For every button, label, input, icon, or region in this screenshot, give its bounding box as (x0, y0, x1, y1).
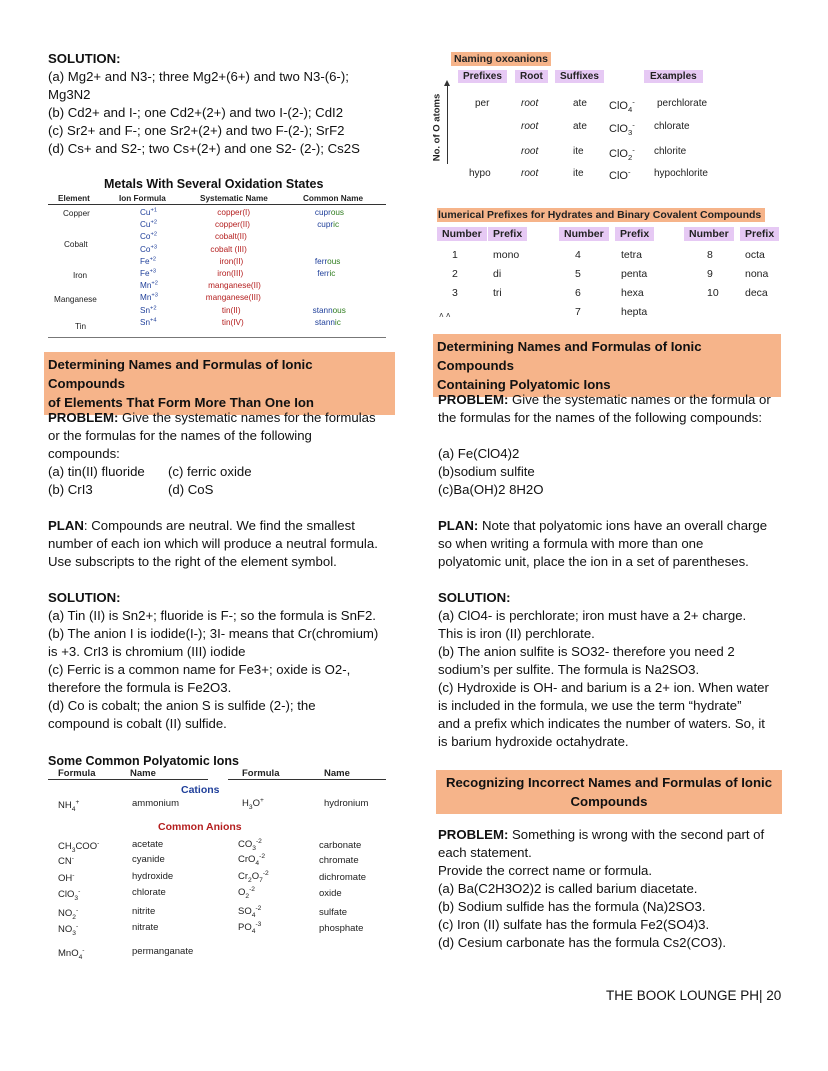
poly-header-formula-2: Formula (242, 768, 280, 779)
anion-name: cyanide (132, 854, 165, 865)
section2-body (438, 391, 783, 751)
solution-text: (a) ClO4- is perchlorate; iron must have a 2+ charge. (438, 608, 747, 623)
metals-header-element: Element (58, 194, 90, 203)
element-copper: Copper (63, 209, 90, 218)
solution-line: (a) Mg2+ and N3-; three Mg2+(6+) and two N3-(6-); (48, 69, 349, 84)
oxo-formula: ClO- (609, 167, 631, 182)
prefix-header-cell: Prefix (740, 227, 779, 241)
metal-systematic-name: manganese(III) (205, 293, 261, 303)
prefix-name: mono (493, 249, 520, 261)
oxo-example: hypochlorite (654, 168, 708, 179)
plan-text: Use subscripts to the right of the element symbol. (48, 554, 337, 569)
oxo-arrow-head-icon (444, 80, 450, 86)
prefixes-cutoff-mark: ˄ ˄ (439, 311, 451, 320)
metal-ion-formula: $Co^{+3}$ (140, 243, 158, 254)
prefix-number: 2 (452, 268, 458, 280)
section3-body (438, 826, 783, 952)
prefix-number: 7 (575, 306, 581, 318)
poly-header-name-2: Name (324, 768, 350, 779)
section1-body (48, 409, 408, 733)
oxo-root: root (521, 121, 539, 132)
problem-text: Something is wrong with the second part of (508, 827, 765, 842)
plan-label: PLAN (48, 518, 84, 533)
anion-name: chlorate (132, 887, 166, 898)
anion-name: oxide (319, 888, 342, 899)
problem-item: (b) CrI3 (48, 482, 93, 497)
section-header-incorrect (436, 770, 782, 814)
anion-formula: OH- (58, 871, 75, 884)
prefix-number: 8 (707, 249, 713, 261)
solution-text: is +3. CrI3 is chromium (III) iodide (48, 644, 246, 659)
problem-item: (b)sodium sulfite (438, 464, 535, 479)
metals-header-rule (48, 204, 386, 205)
oxo-root: root (521, 146, 539, 157)
anion-formula: $CO_3^{-2}$ (238, 837, 262, 852)
problem-text: (b) Sodium sulfide has the formula (Na)2SO3. (438, 899, 706, 914)
section-title-line: Recognizing Incorrect Names and Formulas of Ionic (445, 775, 773, 790)
solution-text: (a) Tin (II) is Sn2+; fluoride is F-; so the formula is SnF2. (48, 608, 376, 623)
anion-name: carbonate (319, 840, 362, 851)
metal-ion-formula: $Mn^{+2}$ (140, 280, 158, 291)
metal-common-name: stannic (314, 317, 341, 327)
oxo-formula: ClO$_4$- (609, 97, 635, 115)
oxoanions-title: Naming oxoanions (451, 52, 551, 66)
metals-table-title: Metals With Several Oxidation States (104, 177, 324, 191)
anions-label: Common Anions (158, 821, 242, 833)
oxo-prefix: per (475, 98, 490, 109)
metal-ion-formula: $Sn^{+4}$ (140, 317, 157, 327)
solution-text: (c) Ferric is a common name for Fe3+; oxide is O2-, (48, 662, 351, 677)
solution-text: (b) The anion sulfite is SO32- therefore you need 2 (438, 644, 735, 659)
oxo-header-examples: Examples (644, 70, 703, 83)
oxo-axis-arrow (447, 84, 448, 164)
poly-header-rule (48, 779, 208, 780)
prefix-number: 10 (707, 287, 719, 299)
oxo-formula: ClO$_2$- (609, 145, 635, 163)
element-manganese: Manganese (54, 295, 97, 304)
plan-text: polyatomic unit, place the ion in a set of parentheses. (438, 554, 749, 569)
solution-text: is barium hydroxide octahydrate. (438, 734, 629, 749)
section-title-line: Determining Names and Formulas of Ionic Compounds (48, 357, 313, 391)
oxo-example: chlorite (654, 146, 687, 157)
anion-name: sulfate (319, 907, 347, 918)
problem-item: (c)Ba(OH)2 8H2O (438, 482, 544, 497)
section-title-line: of Elements That Form More Than One Ion (48, 395, 314, 410)
problem-label: PROBLEM: (48, 410, 119, 425)
oxo-root: root (521, 98, 539, 109)
oxo-header-prefixes: Prefixes (458, 70, 507, 83)
problem-item: (d) CoS (168, 482, 214, 497)
metals-bottom-rule (48, 337, 386, 338)
solution-text: sodium’s per sulfite. The formula is Na2SO3. (438, 662, 700, 677)
prefix-name: tetra (621, 249, 643, 261)
anion-formula: $O_2^{-2}$ (238, 885, 255, 900)
problem-text: (c) Iron (II) sulfate has the formula Fe2(SO4)3. (438, 917, 710, 932)
oxo-suffix: ate (573, 121, 587, 132)
section-header-multiple-ions (44, 352, 395, 415)
plan-text: number of each ion which will produce a neutral formula. (48, 536, 378, 551)
oxo-formula: ClO$_3$- (609, 120, 635, 138)
prefix-header-cell: Number (559, 227, 609, 241)
prefixes-title: lumerical Prefixes for Hydrates and Binary Covalent Compounds (437, 208, 765, 222)
metals-table (48, 177, 388, 337)
prefix-number: 5 (575, 268, 581, 280)
metal-ion-formula: $Mn^{+3}$ (140, 292, 158, 303)
metal-common-name: cupric (317, 220, 340, 230)
metal-ion-formula: $Cu^{+2}$ (140, 219, 158, 230)
problem-item: (c) ferric oxide (168, 464, 252, 479)
metal-common-name: ferric (317, 269, 336, 278)
metals-header-systematic: Systematic Name (200, 194, 268, 203)
cation-formula: $NH_4^+$ (58, 798, 80, 813)
prefix-name: octa (745, 249, 765, 261)
problem-text: (d) Cesium carbonate has the formula Cs2(CO3). (438, 935, 727, 950)
prefix-number: 1 (452, 249, 458, 261)
metal-ion-formula: $Cu^{+1}$ (140, 207, 158, 217)
anion-formula: $PO_4^{-3}$ (238, 920, 262, 935)
cations-label: Cations (181, 784, 220, 796)
problem-label: PROBLEM: (438, 392, 509, 407)
cation-name: ammonium (132, 798, 179, 809)
solution-text: compound is cobalt (II) sulfide. (48, 716, 227, 731)
anion-formula: $SO_4^{-2}$ (238, 904, 262, 919)
oxo-header-suffixes: Suffixes (555, 70, 604, 83)
solution-line: Mg3N2 (48, 87, 91, 102)
prefix-name: nona (745, 268, 769, 280)
section-title-line: Compounds (570, 794, 648, 809)
cation-name: hydronium (324, 798, 369, 809)
prefixes-table (437, 207, 782, 322)
metal-systematic-name: copper(II) (215, 220, 251, 230)
metal-common-name: ferrous (314, 256, 341, 266)
section-header-polyatomic (433, 334, 781, 397)
solution-label: SOLUTION: (48, 590, 121, 605)
element-tin: Tin (75, 322, 87, 331)
metal-systematic-name: tin(IV) (221, 317, 244, 327)
prefix-header-cell: Prefix (615, 227, 654, 241)
solution-text: is included in the formula, we use the term “hydrate” (438, 698, 742, 713)
oxo-axis-label: No. of O atoms (431, 93, 443, 162)
solution-text: (d) Co is cobalt; the anion S is sulfide (2-); the (48, 698, 316, 713)
problem-text: Provide the correct name or formula. (438, 863, 653, 878)
anion-name: dichromate (319, 872, 366, 883)
problem-text: Give the systematic names or the formula or (508, 392, 771, 407)
prefix-header-cell: Number (437, 227, 487, 241)
plan-text: : Compounds are neutral. We find the smallest (83, 518, 355, 533)
prefix-name: hepta (621, 306, 648, 318)
oxo-prefix: hypo (469, 168, 491, 179)
cation-formula: $H_3O^+$ (242, 796, 264, 811)
problem-text: compounds: (48, 446, 120, 461)
metal-systematic-name: copper(I) (217, 208, 251, 217)
solution-text: (b) The anion I is iodide(I-); 3I- means that Cr(chromium) (48, 626, 379, 641)
anion-name: phosphate (319, 923, 364, 934)
prefix-number: 4 (575, 249, 581, 261)
prefix-number: 9 (707, 268, 713, 280)
solution-line: (d) Cs+ and S2-; two Cs+(2+) and one S2- (2-); Cs2S (48, 141, 360, 156)
metal-ion-formula: $Sn^{+2}$ (140, 304, 157, 315)
problem-text: Give the systematic names for the formulas (118, 410, 376, 425)
polyatomic-table (48, 754, 388, 964)
oxo-suffix: ite (573, 146, 584, 157)
metal-systematic-name: iron(II) (219, 256, 244, 266)
metal-systematic-name: iron(III) (217, 269, 244, 278)
metal-systematic-name: manganese(II) (208, 281, 261, 291)
problem-text: the formulas for the names of the following compounds: (438, 410, 763, 425)
poly-header-name: Name (130, 768, 156, 779)
metals-header-ion: Ion Formula (119, 194, 166, 203)
solution-block (48, 50, 408, 158)
problem-item: (a) tin(II) fluoride (48, 464, 145, 479)
anion-name: hydroxide (132, 871, 174, 882)
solution-text: This is iron (II) perchlorate. (438, 626, 595, 641)
oxo-suffix: ate (573, 98, 587, 109)
poly-header-rule (228, 779, 386, 780)
element-iron: Iron (73, 271, 88, 280)
plan-text: so when writing a formula with more than one (438, 536, 704, 551)
metal-ion-formula: $Co^{+2}$ (140, 231, 158, 242)
oxoanions-table (431, 50, 782, 190)
anion-formula: $NO_3^-$ (58, 922, 79, 937)
polyatomic-title: Some Common Polyatomic Ions (48, 754, 240, 768)
metal-ion-formula: $Fe^{+3}$ (140, 268, 157, 278)
solution-heading: SOLUTION: (48, 51, 121, 66)
solution-line: (b) Cd2+ and I-; one Cd2+(2+) and two I-(2-); CdI2 (48, 105, 344, 120)
anion-name: chromate (319, 855, 359, 866)
metal-systematic-name: cobalt (III) (210, 244, 247, 254)
prefix-number: 6 (575, 287, 581, 299)
anion-formula: CN- (58, 854, 74, 867)
prefix-name: deca (745, 287, 768, 299)
anion-formula: ClO$_3$- (58, 887, 81, 902)
metal-systematic-name: tin(II) (221, 305, 241, 315)
anion-name: nitrite (132, 906, 156, 917)
anion-name: acetate (132, 839, 164, 850)
metal-ion-formula: $Fe^{+2}$ (140, 256, 157, 266)
anion-formula: MnO$_4$- (58, 946, 85, 961)
problem-text: (a) Ba(C2H3O2)2 is called barium diacetate. (438, 881, 698, 896)
solution-text: and a prefix which indicates the number of waters. So, it (438, 716, 765, 731)
solution-text: (c) Hydroxide is OH- and barium is a 2+ ion. When water (438, 680, 769, 695)
metal-common-name: stannous (312, 305, 346, 315)
poly-header-formula: Formula (58, 768, 96, 779)
oxo-header-root: Root (515, 70, 548, 83)
solution-text: therefore the formula is Fe2O3. (48, 680, 232, 695)
element-cobalt: Cobalt (64, 240, 88, 249)
problem-item: (a) Fe(ClO4)2 (438, 446, 520, 461)
plan-text: Note that polyatomic ions have an overall charge (478, 518, 768, 533)
anion-formula: $Cr_2O_7^{-2}$ (238, 869, 269, 884)
metal-common-name: cuprous (314, 208, 345, 217)
prefix-header-cell: Prefix (488, 227, 527, 241)
page-footer: THE BOOK LOUNGE PH| 20 (606, 988, 782, 1003)
section-title-line: Containing Polyatomic Ions (437, 377, 611, 392)
prefix-number: 3 (452, 287, 458, 299)
plan-label: PLAN: (438, 518, 479, 533)
oxo-example: perchlorate (657, 98, 708, 109)
metals-header-common: Common Name (303, 194, 364, 203)
section-title-line: Determining Names and Formulas of Ionic Compounds (437, 339, 702, 373)
prefix-name: di (493, 268, 502, 280)
anion-formula: $CH_3COO^-$ (58, 839, 100, 854)
prefix-name: hexa (621, 287, 644, 299)
prefix-header-cell: Number (684, 227, 734, 241)
oxo-example: chlorate (654, 121, 690, 132)
solution-label: SOLUTION: (438, 590, 511, 605)
solution-line: (c) Sr2+ and F-; one Sr2+(2+) and two F-(2-); SrF2 (48, 123, 345, 138)
problem-text: each statement. (438, 845, 532, 860)
problem-text: or the formulas for the names of the following (48, 428, 312, 443)
anion-formula: $NO_2^-$ (58, 906, 79, 921)
prefix-name: penta (621, 268, 648, 280)
anion-formula: CrO$_4^{-2}$ (238, 852, 266, 867)
metal-systematic-name: cobalt(II) (215, 232, 247, 242)
oxo-suffix: ite (573, 168, 584, 179)
prefix-name: tri (493, 287, 502, 299)
problem-label: PROBLEM: (438, 827, 509, 842)
anion-name: nitrate (132, 922, 159, 933)
anion-name: permanganate (132, 946, 194, 957)
oxo-root: root (521, 168, 539, 179)
